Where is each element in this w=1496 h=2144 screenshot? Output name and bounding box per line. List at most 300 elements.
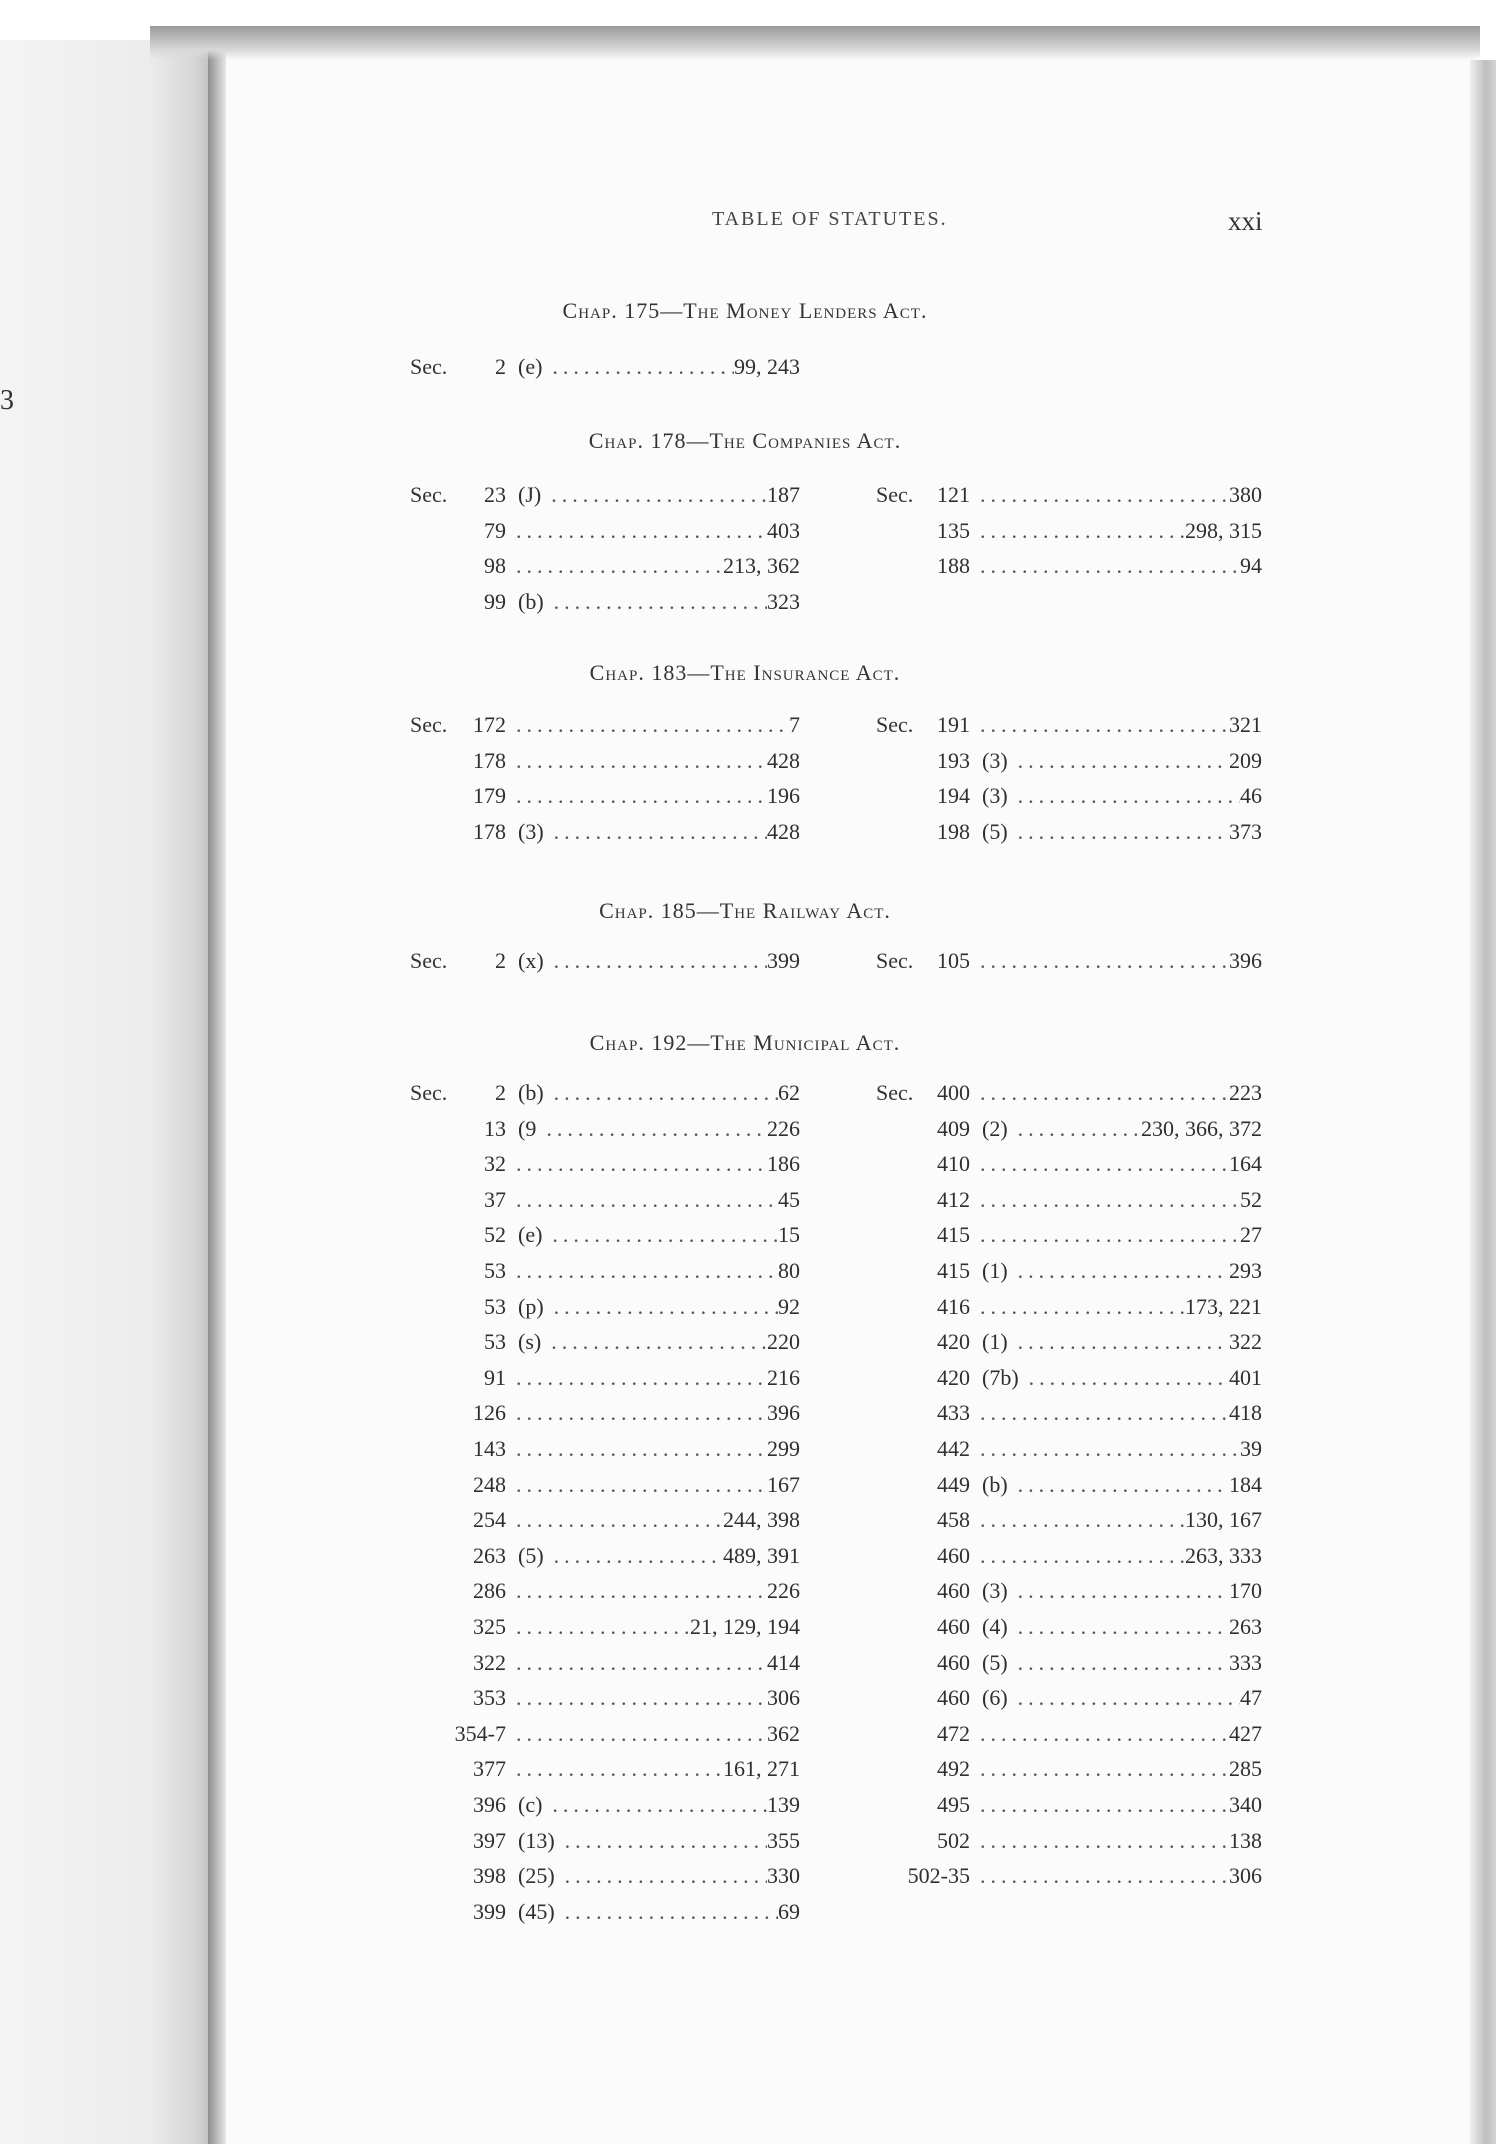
section-number: 502 bbox=[937, 1827, 970, 1853]
page-references: 45 bbox=[778, 1186, 800, 1212]
statute-entry bbox=[900, 1792, 1262, 1826]
statute-entry bbox=[900, 482, 1262, 516]
section-number: 2 bbox=[495, 354, 506, 379]
statute-entry bbox=[436, 1899, 800, 1933]
statute-entry bbox=[900, 1721, 1262, 1755]
page-references: 170 bbox=[1229, 1578, 1262, 1604]
statute-entry bbox=[900, 1472, 1262, 1506]
statute-entry bbox=[436, 1792, 800, 1826]
page-references: 323 bbox=[767, 588, 800, 614]
subsection: (5) bbox=[982, 818, 1008, 844]
leader-dots bbox=[506, 553, 723, 579]
subsection: (5) bbox=[982, 1649, 1008, 1675]
sec-label: Sec. bbox=[876, 1080, 914, 1105]
leader-dots bbox=[506, 1187, 778, 1213]
statute-entry bbox=[436, 482, 800, 516]
page-references: 263 bbox=[1229, 1614, 1262, 1639]
leader-dots bbox=[970, 1792, 1229, 1818]
subsection: (3) bbox=[982, 747, 1008, 773]
page-references: 15 bbox=[778, 1222, 800, 1248]
subsection: (J) bbox=[518, 482, 542, 507]
section-number: 143 bbox=[473, 1436, 506, 1461]
leader-dots bbox=[970, 1507, 1185, 1533]
statute-entry bbox=[436, 1578, 800, 1612]
page-references: 196 bbox=[767, 783, 800, 809]
statute-entry bbox=[900, 948, 1262, 982]
page-references: 138 bbox=[1229, 1827, 1262, 1853]
section-number: 415 bbox=[937, 1258, 970, 1283]
leader-dots bbox=[542, 354, 734, 380]
leader-dots bbox=[970, 1721, 1229, 1747]
page-references: 62 bbox=[778, 1080, 800, 1105]
section-number: 420 bbox=[937, 1329, 970, 1355]
page-references: 403 bbox=[767, 517, 800, 543]
section-number: 492 bbox=[937, 1756, 970, 1782]
page-references: 244, 398 bbox=[723, 1507, 800, 1533]
statute-entry bbox=[900, 1365, 1262, 1399]
page-references: 223 bbox=[1229, 1080, 1262, 1105]
statute-entry bbox=[900, 1863, 1262, 1897]
section-number: 322 bbox=[473, 1649, 506, 1675]
page-references: 46 bbox=[1240, 783, 1262, 809]
page-references: 80 bbox=[778, 1258, 800, 1283]
page-references: 226 bbox=[767, 1115, 800, 1141]
page-number: xxi bbox=[1228, 206, 1263, 236]
statute-entry bbox=[436, 1685, 800, 1719]
leader-dots bbox=[970, 712, 1229, 738]
subsection: (b) bbox=[982, 1471, 1008, 1497]
book-gutter bbox=[208, 40, 226, 2144]
page-references: 321 bbox=[1229, 712, 1262, 737]
subsection: (e) bbox=[518, 1222, 543, 1248]
leader-dots bbox=[506, 1756, 723, 1782]
section-number: 2 bbox=[495, 1080, 506, 1105]
subsection: (5) bbox=[518, 1542, 544, 1568]
leader-dots bbox=[970, 1543, 1185, 1569]
section-number: 53 bbox=[484, 1293, 506, 1319]
statute-entry bbox=[436, 1543, 800, 1577]
section-number: 248 bbox=[473, 1471, 506, 1497]
leader-dots bbox=[544, 1080, 778, 1106]
statute-entry bbox=[436, 1650, 800, 1684]
page-references: 69 bbox=[778, 1898, 800, 1924]
section-number: 353 bbox=[473, 1685, 506, 1711]
statute-entry bbox=[436, 1116, 800, 1150]
statute-entry bbox=[436, 1400, 800, 1434]
statute-entry bbox=[436, 1187, 800, 1221]
leader-dots bbox=[970, 482, 1229, 508]
section-number: 495 bbox=[937, 1792, 970, 1817]
section-number: 460 bbox=[937, 1614, 970, 1639]
leader-dots bbox=[544, 1294, 778, 1320]
subsection: (x) bbox=[518, 948, 544, 973]
section-number: 399 bbox=[473, 1898, 506, 1924]
subsection: (2) bbox=[982, 1115, 1008, 1141]
subsection: (45) bbox=[518, 1898, 555, 1924]
statute-entry bbox=[436, 948, 800, 982]
section-number: 400 bbox=[937, 1080, 970, 1105]
sec-label: Sec. bbox=[410, 482, 448, 507]
subsection: (e) bbox=[518, 354, 543, 379]
section-number: 460 bbox=[937, 1685, 970, 1711]
section-number: 502-35 bbox=[907, 1863, 970, 1889]
statute-entry bbox=[436, 1472, 800, 1506]
statute-entry bbox=[436, 589, 800, 623]
statute-entry bbox=[436, 518, 800, 552]
section-number: 178 bbox=[473, 747, 506, 773]
section-number: 98 bbox=[484, 553, 506, 579]
section-number: 442 bbox=[937, 1436, 970, 1461]
statute-entry bbox=[436, 1756, 800, 1790]
page-references: 39 bbox=[1240, 1436, 1262, 1461]
statute-entry bbox=[436, 354, 800, 388]
statute-entry bbox=[436, 1294, 800, 1328]
leader-dots bbox=[1019, 1365, 1229, 1391]
section-number: 13 bbox=[484, 1115, 506, 1141]
section-number: 472 bbox=[937, 1720, 970, 1746]
statute-entry bbox=[436, 748, 800, 782]
statute-entry bbox=[900, 1294, 1262, 1328]
leader-dots bbox=[506, 1400, 767, 1426]
sec-label: Sec. bbox=[876, 712, 914, 737]
statute-entry bbox=[900, 819, 1262, 853]
section-number: 32 bbox=[484, 1151, 506, 1177]
section-number: 412 bbox=[937, 1186, 970, 1212]
section-number: 460 bbox=[937, 1578, 970, 1604]
statute-entry bbox=[900, 1685, 1262, 1719]
leader-dots bbox=[970, 1828, 1229, 1854]
page-references: 306 bbox=[1229, 1863, 1262, 1889]
leader-dots bbox=[970, 1080, 1229, 1106]
leader-dots bbox=[970, 1863, 1229, 1889]
sec-label: Sec. bbox=[410, 1080, 448, 1105]
leader-dots bbox=[1008, 748, 1229, 774]
leader-dots bbox=[970, 1400, 1229, 1426]
leader-dots bbox=[541, 482, 767, 508]
section-number: 458 bbox=[937, 1507, 970, 1533]
statute-entry bbox=[900, 1151, 1262, 1185]
leader-dots bbox=[1008, 819, 1229, 845]
section-number: 2 bbox=[495, 948, 506, 973]
page-references: 47 bbox=[1240, 1685, 1262, 1711]
leader-dots bbox=[1008, 783, 1240, 809]
subsection: (4) bbox=[982, 1614, 1008, 1639]
section-number: 460 bbox=[937, 1649, 970, 1675]
section-number: 286 bbox=[473, 1578, 506, 1604]
page-references: 99, 243 bbox=[734, 354, 800, 379]
subsection: (9 bbox=[518, 1115, 537, 1141]
section-number: 99 bbox=[484, 588, 506, 614]
page-references: 427 bbox=[1229, 1720, 1262, 1746]
statute-entry bbox=[900, 712, 1262, 746]
subsection: (p) bbox=[518, 1293, 544, 1319]
section-number: 193 bbox=[937, 747, 970, 773]
statute-entry bbox=[900, 1828, 1262, 1862]
section-number: 126 bbox=[473, 1400, 506, 1426]
section-number: 52 bbox=[484, 1222, 506, 1248]
page-references: 263, 333 bbox=[1185, 1542, 1262, 1568]
statute-entry bbox=[900, 1614, 1262, 1648]
statute-entry bbox=[436, 1151, 800, 1185]
leader-dots bbox=[506, 1507, 723, 1533]
section-number: 325 bbox=[473, 1614, 506, 1639]
statute-entry bbox=[900, 1650, 1262, 1684]
chapter-title: Chap. 183—The Insurance Act. bbox=[589, 660, 901, 685]
leader-dots bbox=[1008, 1578, 1229, 1604]
statute-entry bbox=[900, 1543, 1262, 1577]
page-references: 322 bbox=[1229, 1329, 1262, 1355]
page-references: 362 bbox=[767, 1720, 800, 1746]
leader-dots bbox=[970, 553, 1240, 579]
statute-entry bbox=[900, 1258, 1262, 1292]
page-references: 167 bbox=[767, 1471, 800, 1497]
statute-entry bbox=[436, 1614, 800, 1648]
page-references: 164 bbox=[1229, 1151, 1262, 1177]
leader-dots bbox=[544, 1543, 723, 1569]
subsection: (13) bbox=[518, 1827, 555, 1853]
sec-label: Sec. bbox=[410, 354, 448, 379]
statute-entry bbox=[436, 819, 800, 853]
leader-dots bbox=[970, 948, 1229, 974]
page-references: 226 bbox=[767, 1578, 800, 1604]
chapter-title: Chap. 175—The Money Lenders Act. bbox=[562, 298, 928, 323]
leader-dots bbox=[506, 1721, 767, 1747]
leader-dots bbox=[506, 712, 789, 738]
page-references: 184 bbox=[1229, 1471, 1262, 1497]
section-number: 449 bbox=[937, 1471, 970, 1497]
section-number: 53 bbox=[484, 1329, 506, 1355]
section-number: 91 bbox=[484, 1364, 506, 1390]
page-references: 173, 221 bbox=[1185, 1293, 1262, 1319]
page-references: 396 bbox=[1229, 948, 1262, 973]
page-references: 21, 129, 194 bbox=[690, 1614, 800, 1639]
page-references: 333 bbox=[1229, 1649, 1262, 1675]
sec-label: Sec. bbox=[410, 948, 448, 973]
statute-entry bbox=[900, 1578, 1262, 1612]
leader-dots bbox=[506, 1650, 767, 1676]
section-number: 460 bbox=[937, 1542, 970, 1568]
leader-dots bbox=[555, 1863, 767, 1889]
page-references: 52 bbox=[1240, 1186, 1262, 1212]
leader-dots bbox=[1008, 1329, 1229, 1355]
left-page bbox=[0, 40, 212, 2144]
statute-entry bbox=[900, 1222, 1262, 1256]
section-number: 198 bbox=[937, 818, 970, 844]
page-references: 230, 366, 372 bbox=[1141, 1115, 1262, 1141]
subsection: (3) bbox=[982, 783, 1008, 809]
statute-entry bbox=[436, 1222, 800, 1256]
page-references: 186 bbox=[767, 1151, 800, 1177]
statute-entry bbox=[900, 1756, 1262, 1790]
section-number: 354-7 bbox=[454, 1720, 506, 1746]
section-number: 377 bbox=[473, 1756, 506, 1782]
subsection: (b) bbox=[518, 1080, 544, 1105]
leader-dots bbox=[542, 1792, 767, 1818]
section-number: 121 bbox=[937, 482, 970, 507]
section-number: 23 bbox=[484, 482, 506, 507]
statute-entry bbox=[900, 553, 1262, 587]
statute-entry bbox=[900, 1329, 1262, 1363]
section-number: 53 bbox=[484, 1258, 506, 1283]
section-number: 79 bbox=[484, 517, 506, 543]
leader-dots bbox=[970, 1222, 1240, 1248]
section-number: 409 bbox=[937, 1115, 970, 1141]
page-references: 373 bbox=[1229, 818, 1262, 844]
subsection: (7b) bbox=[982, 1364, 1019, 1390]
leader-dots bbox=[970, 1436, 1240, 1462]
statute-entry bbox=[436, 1329, 800, 1363]
chapter-title: Chap. 185—The Railway Act. bbox=[599, 898, 891, 923]
section-number: 396 bbox=[473, 1792, 506, 1817]
page-references: 399 bbox=[767, 948, 800, 973]
section-number: 178 bbox=[473, 818, 506, 844]
statute-entry bbox=[900, 783, 1262, 817]
leader-dots bbox=[970, 518, 1185, 544]
section-number: 433 bbox=[937, 1400, 970, 1426]
page-references: 489, 391 bbox=[723, 1542, 800, 1568]
page-references: 306 bbox=[767, 1685, 800, 1711]
statute-entry bbox=[900, 1116, 1262, 1150]
statute-entry bbox=[436, 1721, 800, 1755]
page-references: 220 bbox=[767, 1329, 800, 1355]
subsection: (s) bbox=[518, 1329, 542, 1355]
statute-entry bbox=[900, 1187, 1262, 1221]
leader-dots bbox=[1008, 1116, 1141, 1142]
leader-dots bbox=[506, 1614, 690, 1640]
subsection: (b) bbox=[518, 588, 544, 614]
page-references: 401 bbox=[1229, 1364, 1262, 1390]
sec-label: Sec. bbox=[410, 712, 448, 737]
section-number: 420 bbox=[937, 1364, 970, 1390]
page-references: 130, 167 bbox=[1185, 1507, 1262, 1533]
chapter-title: Chap. 192—The Municipal Act. bbox=[589, 1030, 901, 1055]
leader-dots bbox=[506, 1436, 767, 1462]
statute-entry bbox=[900, 1400, 1262, 1434]
statute-entry bbox=[436, 1365, 800, 1399]
section-number: 135 bbox=[937, 517, 970, 543]
leader-dots bbox=[542, 1222, 778, 1248]
leader-dots bbox=[544, 948, 767, 974]
statute-entry bbox=[436, 1863, 800, 1897]
leader-dots bbox=[1008, 1258, 1229, 1284]
subsection: (3) bbox=[982, 1578, 1008, 1604]
page-references: 187 bbox=[767, 482, 800, 507]
statute-entry bbox=[436, 712, 800, 746]
leader-dots bbox=[506, 1151, 767, 1177]
leader-dots bbox=[1008, 1685, 1240, 1711]
statute-entry bbox=[436, 1436, 800, 1470]
sec-label: Sec. bbox=[876, 948, 914, 973]
leader-dots bbox=[970, 1756, 1229, 1782]
leader-dots bbox=[544, 589, 767, 615]
page-top-shadow bbox=[150, 26, 1480, 60]
leader-dots bbox=[541, 1329, 767, 1355]
leader-dots bbox=[506, 1258, 778, 1284]
page-references: 330 bbox=[767, 1863, 800, 1889]
running-head: TABLE OF STATUTES. bbox=[712, 208, 948, 230]
leader-dots bbox=[555, 1899, 778, 1925]
leader-dots bbox=[970, 1294, 1185, 1320]
page-references: 27 bbox=[1240, 1222, 1262, 1248]
page-references: 298, 315 bbox=[1185, 517, 1262, 543]
leader-dots bbox=[970, 1151, 1229, 1177]
page-references: 209 bbox=[1229, 747, 1262, 773]
leader-dots bbox=[1008, 1650, 1229, 1676]
page-references: 380 bbox=[1229, 482, 1262, 507]
page-references: 428 bbox=[767, 747, 800, 773]
page-right-edge bbox=[1470, 60, 1496, 2144]
subsection: (3) bbox=[518, 818, 544, 844]
section-number: 415 bbox=[937, 1222, 970, 1248]
section-number: 105 bbox=[937, 948, 970, 973]
section-number: 179 bbox=[473, 783, 506, 809]
statute-entry bbox=[436, 1507, 800, 1541]
chapter-title: Chap. 178—The Companies Act. bbox=[588, 428, 902, 453]
leader-dots bbox=[536, 1116, 767, 1142]
subsection: (25) bbox=[518, 1863, 555, 1889]
page-references: 94 bbox=[1240, 553, 1262, 579]
page-references: 355 bbox=[767, 1827, 800, 1853]
page-references: 299 bbox=[767, 1436, 800, 1461]
subsection: (1) bbox=[982, 1329, 1008, 1355]
statute-entry bbox=[436, 1828, 800, 1862]
page-references: 396 bbox=[767, 1400, 800, 1426]
section-number: 263 bbox=[473, 1542, 506, 1568]
page-references: 428 bbox=[767, 818, 800, 844]
page-references: 285 bbox=[1229, 1756, 1262, 1782]
page-references: 414 bbox=[767, 1649, 800, 1675]
sec-label: Sec. bbox=[876, 482, 914, 507]
statute-entry bbox=[436, 783, 800, 817]
page-references: 7 bbox=[789, 712, 800, 737]
page-references: 216 bbox=[767, 1364, 800, 1390]
leader-dots bbox=[506, 1472, 767, 1498]
page-references: 340 bbox=[1229, 1792, 1262, 1817]
leader-dots bbox=[1008, 1614, 1229, 1640]
page-references: 139 bbox=[767, 1792, 800, 1817]
section-number: 398 bbox=[473, 1863, 506, 1889]
leader-dots bbox=[555, 1828, 767, 1854]
section-number: 410 bbox=[937, 1151, 970, 1177]
statute-entry bbox=[436, 553, 800, 587]
section-number: 37 bbox=[484, 1186, 506, 1212]
leader-dots bbox=[506, 1578, 767, 1604]
leader-dots bbox=[544, 819, 767, 845]
section-number: 254 bbox=[473, 1507, 506, 1533]
leader-dots bbox=[506, 1365, 767, 1391]
leader-dots bbox=[506, 748, 767, 774]
statute-entry bbox=[900, 1436, 1262, 1470]
statute-entry bbox=[436, 1258, 800, 1292]
statute-entry bbox=[900, 748, 1262, 782]
section-number: 194 bbox=[937, 783, 970, 809]
page-references: 92 bbox=[778, 1293, 800, 1319]
page-references: 161, 271 bbox=[723, 1756, 800, 1782]
leader-dots bbox=[1008, 1472, 1229, 1498]
leader-dots bbox=[970, 1187, 1240, 1213]
subsection: (6) bbox=[982, 1685, 1008, 1711]
statute-entry bbox=[900, 1080, 1262, 1114]
leader-dots bbox=[506, 518, 767, 544]
section-number: 416 bbox=[937, 1293, 970, 1319]
subsection: (c) bbox=[518, 1792, 543, 1817]
statute-entry bbox=[900, 1507, 1262, 1541]
statute-entry bbox=[900, 518, 1262, 552]
page-references: 213, 362 bbox=[723, 553, 800, 579]
subsection: (1) bbox=[982, 1258, 1008, 1283]
leader-dots bbox=[506, 783, 767, 809]
left-page-edge-mark: 3 bbox=[0, 385, 14, 416]
